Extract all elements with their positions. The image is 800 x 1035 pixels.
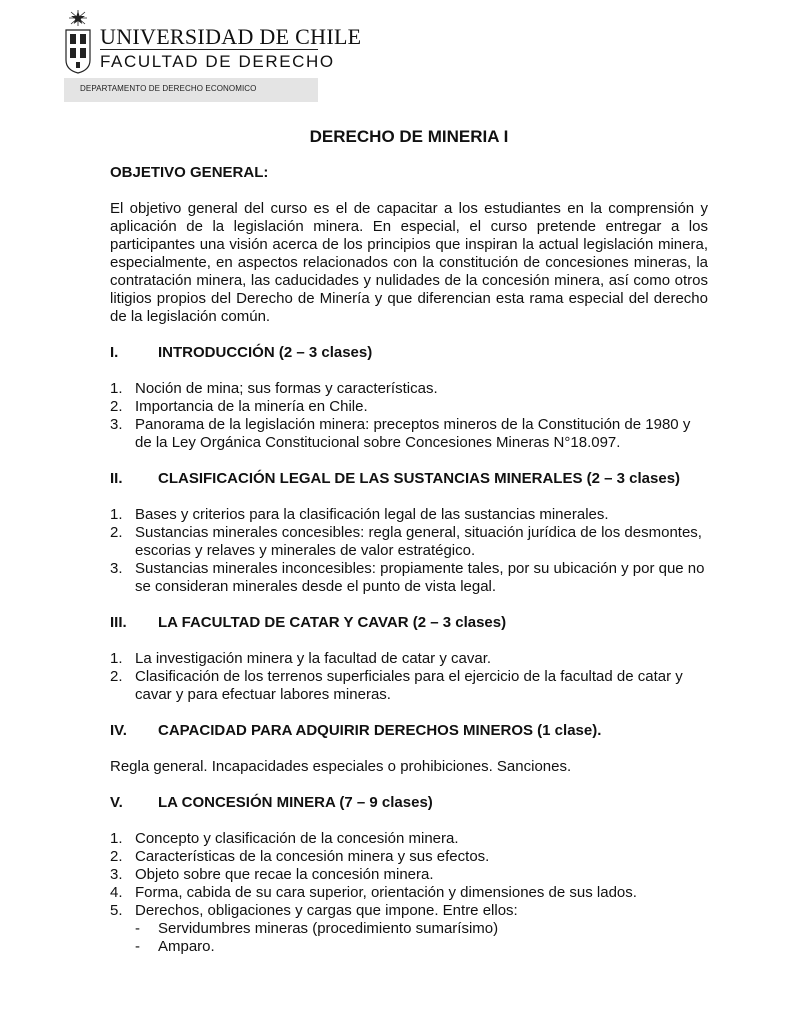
section-heading [110, 722, 708, 740]
item-number: 2. [110, 524, 123, 541]
faculty-name: FACULTAD DE DERECHO [100, 52, 335, 71]
item-text: Concepto y clasificación de la concesión minera. [135, 830, 459, 847]
sub-item-text: Amparo. [158, 938, 215, 955]
university-crest-icon [64, 10, 92, 74]
section-list [110, 830, 708, 956]
item-text: Noción de mina; sus formas y características. [135, 380, 438, 397]
list-item [110, 848, 708, 866]
item-number: 4. [110, 884, 123, 901]
section-number: II. [110, 470, 123, 487]
list-item [110, 506, 708, 524]
letterhead-divider [100, 49, 318, 50]
item-number: 2. [110, 848, 123, 865]
section-title: CLASIFICACIÓN LEGAL DE LAS SUSTANCIAS MINERALES (2 – 3 clases) [158, 470, 681, 487]
sub-item-text: Servidumbres mineras (procedimiento sumarísimo) [158, 920, 499, 937]
item-text: Forma, cabida de su cara superior, orientación y dimensiones de sus lados. [135, 884, 637, 901]
sub-list-item [135, 938, 708, 956]
list-item [110, 668, 708, 704]
section-title: LA FACULTAD DE CATAR Y CAVAR (2 – 3 clases) [158, 614, 507, 631]
sub-list-item [135, 920, 708, 938]
list-item [110, 380, 708, 398]
item-text: Panorama de la legislación minera: preceptos mineros de la Constitución de 1980 y de la Ley Orgánica Constitucional sobre Concesiones Mineras N°18.097. [135, 416, 691, 451]
item-number: 3. [110, 560, 123, 577]
list-item [110, 884, 708, 902]
section-paragraph: Regla general. Incapacidades especiales o prohibiciones. Sanciones. [110, 758, 572, 775]
section-list [110, 506, 708, 596]
item-number: 1. [110, 380, 123, 397]
list-item [110, 524, 708, 560]
item-text: Bases y criterios para la clasificación legal de las sustancias minerales. [135, 506, 609, 523]
page-title: DERECHO DE MINERIA I [309, 127, 509, 146]
item-text [135, 902, 708, 956]
department-name: DEPARTAMENTO DE DERECHO ECONOMICO [80, 84, 257, 93]
item-number: 2. [110, 668, 123, 685]
item-number: 2. [110, 398, 123, 415]
section-heading [110, 794, 708, 812]
section-number: III. [110, 614, 127, 631]
objective-heading: OBJETIVO GENERAL: [110, 164, 269, 181]
item-text: Importancia de la minería en Chile. [135, 398, 368, 415]
department-bar [64, 78, 318, 102]
list-item [110, 416, 708, 452]
section-title: INTRODUCCIÓN (2 – 3 clases) [158, 344, 373, 361]
university-name: UNIVERSIDAD DE CHILE [100, 24, 362, 49]
item-text-lead: Derechos, obligaciones y cargas que impone. Entre ellos: [135, 902, 518, 919]
item-number: 3. [110, 866, 123, 883]
item-number: 1. [110, 506, 123, 523]
list-item [110, 650, 708, 668]
section-number: I. [110, 344, 119, 361]
section-number: IV. [110, 722, 127, 739]
item-text: Sustancias minerales inconcesibles: propiamente tales, por su ubicación y por que no se consideran minerales desde el punto de vista legal. [135, 560, 705, 595]
section-number: V. [110, 794, 123, 811]
section-title: CAPACIDAD PARA ADQUIRIR DERECHOS MINEROS (1 clase). [158, 722, 602, 739]
list-item [110, 398, 708, 416]
item-number: 5. [110, 902, 123, 919]
section-title: LA CONCESIÓN MINERA (7 – 9 clases) [158, 794, 433, 811]
document-body [110, 128, 708, 956]
list-item [110, 560, 708, 596]
sub-item-dash: - [135, 938, 140, 955]
section-list [110, 650, 708, 704]
item-text: Objeto sobre que recae la concesión minera. [135, 866, 434, 883]
section-heading [110, 344, 708, 362]
item-text: La investigación minera y la facultad de catar y cavar. [135, 650, 492, 667]
item-text: Sustancias minerales concesibles: regla general, situación jurídica de los desmontes, escorias y relaves y minerales de valor estratégico. [135, 524, 702, 559]
sub-item-dash: - [135, 920, 140, 937]
list-item [110, 902, 708, 956]
section-list [110, 380, 708, 452]
section-heading [110, 470, 708, 488]
objective-paragraph: El objetivo general del curso es el de capacitar a los estudiantes en la comprensión y aplicación de la legislación minera. En especial, el curso pretende entregar a los participantes una visión acerca de los principios que inspiran la actual legislación minera, especialmente, en aspectos relacionados con la constitución de concesiones mineras, la contratación minera, las caducidades y nulidades de la concesión minera, así como otros litigios propios del Derecho de Minería y que diferencian esta rama especial del derecho de la legislación común. [110, 200, 708, 325]
section-heading [110, 614, 708, 632]
list-item [110, 830, 708, 848]
letterhead [64, 8, 362, 94]
item-text: Clasificación de los terrenos superficiales para el ejercicio de la facultad de catar y cavar y para efectuar labores mineras. [135, 668, 683, 703]
item-number: 3. [110, 416, 123, 433]
sub-list [135, 920, 708, 956]
item-text: Características de la concesión minera y sus efectos. [135, 848, 490, 865]
list-item [110, 866, 708, 884]
item-number: 1. [110, 650, 123, 667]
item-number: 1. [110, 830, 123, 847]
